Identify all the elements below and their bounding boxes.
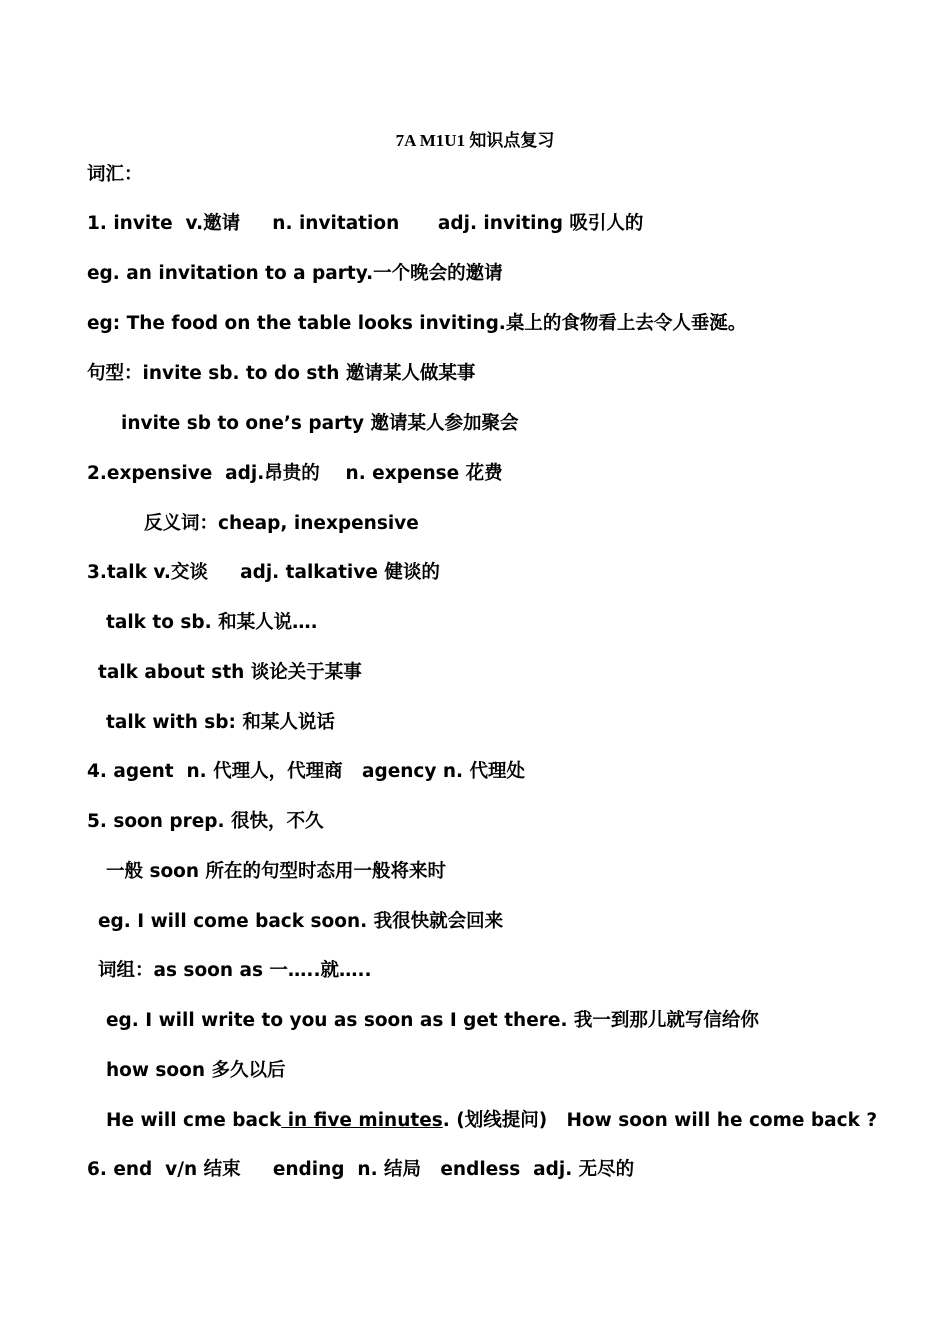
text-line-agent: 4. agent n. 代理人，代理商 agency n. 代理处 (87, 761, 526, 782)
text-line-expensive: 2.expensive adj.昂贵的 n. expense 花费 (87, 463, 503, 484)
he-will-pre: He will cme back (106, 1110, 282, 1131)
text-line-talk-with: talk with sb: 和某人说话 (106, 712, 335, 733)
text-line-talk-about: talk about sth 谈论关于某事 (98, 662, 362, 683)
text-line-invite-eg2: eg: The food on the table looks inviting.桌上的食物看上去令人垂涎。 (87, 313, 747, 334)
text-line-how-soon-eg (106, 1109, 877, 1133)
text-line-pattern-1: 句型：invite sb. to do sth 邀请某人做某事 (87, 363, 476, 384)
text-line-as-soon-as: 词组：as soon as 一…..就….. (98, 960, 372, 981)
text-line-vocab-heading: 词汇： (87, 164, 143, 185)
text-line-how-soon: how soon 多久以后 (106, 1060, 286, 1081)
text-line-talk: 3.talk v.交谈 adj. talkative 健谈的 (87, 562, 440, 583)
text-line-soon-eg: eg. I will come back soon. 我很快就会回来 (98, 911, 504, 932)
text-line-invite: 1. invite v.邀请 n. invitation adj. inviting 吸引人的 (87, 213, 644, 234)
text-line-pattern-2: invite sb to one’s party 邀请某人参加聚会 (121, 413, 519, 434)
document-title: 7A M1U1 知识点复习 (395, 131, 555, 150)
text-line-talk-to: talk to sb. 和某人说…. (106, 612, 318, 633)
text-line-soon: 5. soon prep. 很快，不久 (87, 811, 324, 832)
text-line-soon-tense: 一般 soon 所在的句型时态用一般将来时 (106, 861, 446, 882)
text-line-antonym: 反义词：cheap, inexpensive (144, 513, 419, 534)
text-line-invite-eg1: eg. an invitation to a party.一个晚会的邀请 (87, 263, 503, 284)
he-will-post: . (划线提问) How soon will he come back ? (442, 1110, 878, 1131)
underlined-phrase: in five minutes (281, 1110, 443, 1131)
text-line-as-soon-as-eg: eg. I will write to you as soon as I get there. 我一到那儿就写信给你 (106, 1010, 759, 1031)
text-line-end: 6. end v/n 结束 ending n. 结局 endless adj. 无尽的 (87, 1159, 635, 1180)
